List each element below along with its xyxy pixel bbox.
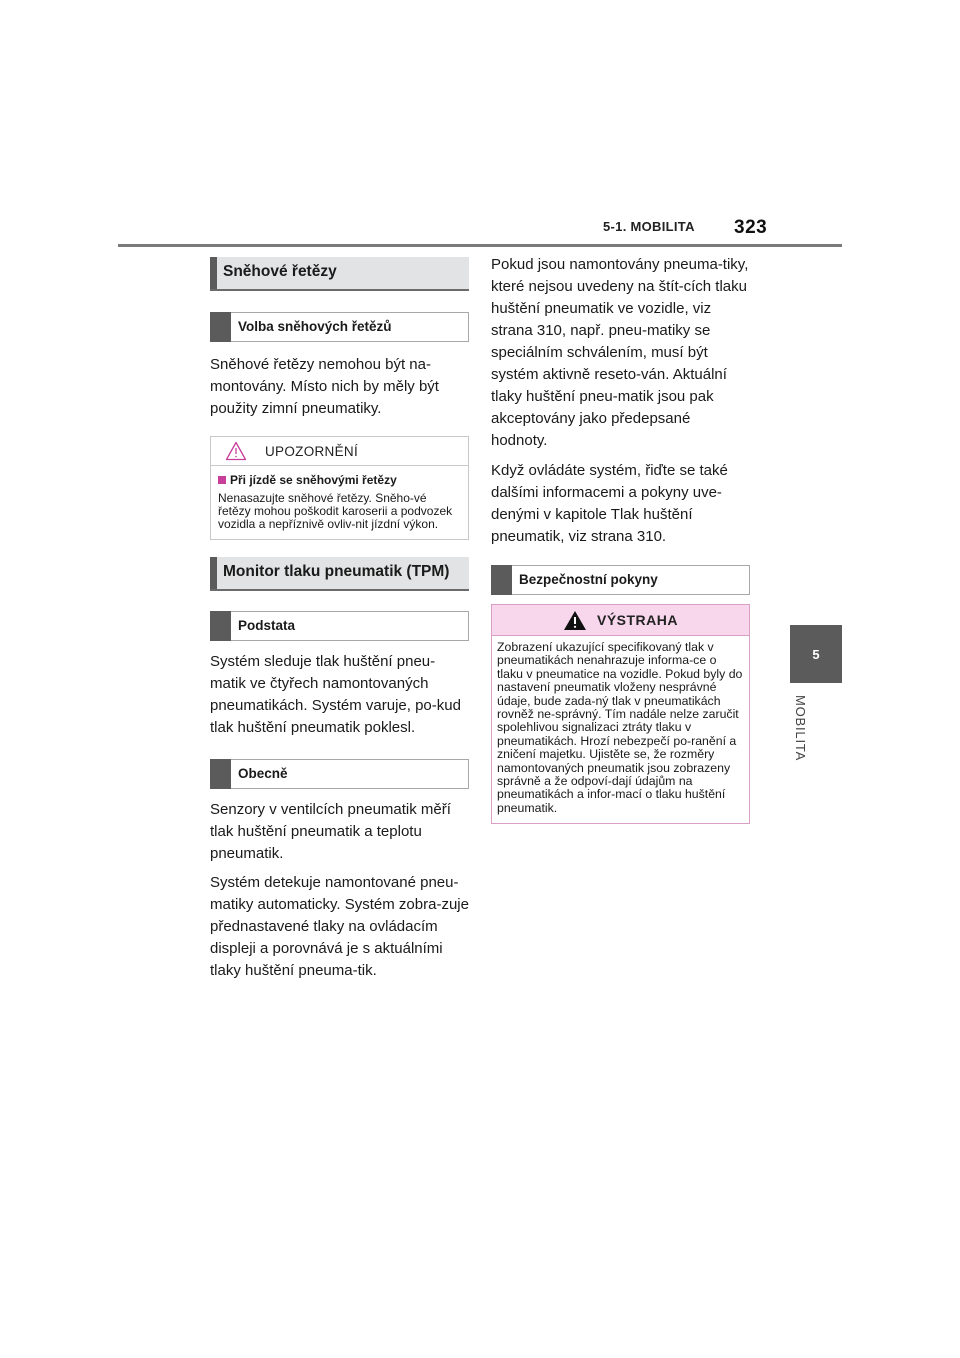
subheading-chain-choice: Volba sněhových řetězů bbox=[210, 312, 469, 342]
subheading-safety: Bezpečnostní pokyny bbox=[491, 565, 750, 595]
notice-body bbox=[211, 466, 468, 539]
notice-subtitle-text: Při jízdě se sněhovými řetězy bbox=[230, 473, 397, 487]
warning-text: Zobrazení ukazující specifikovaný tlak v pneumatikách nenahrazuje informa-ce o tlaku v pneumatice na vozidle. Pokud byly do nastavení pneumatik vloženy nesprávné údaje, bude zada-ný tlak v pneumatikách rovněž ne-správný. Tím nadále nelze zaručit spolehlivou signalizaci ztráty tlaku v pneumatikách. Hrozí nebezpečí po-ranění a zničení majetku. Ujistěte se, že rozměry namontovaných pneumatik jsou zobrazeny správně a že odpoví-dají údajům na pneumatikách a infor-mací o tlaku huštění pneumatik. bbox=[497, 640, 743, 815]
subheading-general: Obecně bbox=[210, 759, 469, 789]
notice-text: Nenasazujte sněhové řetězy. Sněho-vé řetězy mohou poškodit karoserii a podvozek vozidla a nepříznivě ovliv-nit jízdní výkon. bbox=[218, 491, 453, 531]
chapter-tab[interactable] bbox=[790, 625, 842, 683]
chapter-label: MOBILITA bbox=[793, 695, 808, 762]
paragraph-general-1: Senzory v ventilcích pneumatik měří tlak huštění pneumatik a teplotu pneumatik. bbox=[210, 801, 451, 862]
header-rule bbox=[118, 244, 842, 247]
warning-triangle-icon bbox=[563, 610, 587, 631]
chapter-number: 5 bbox=[812, 646, 820, 662]
warning-box bbox=[491, 604, 750, 824]
warning-title: VÝSTRAHA bbox=[596, 612, 678, 628]
notice-box bbox=[210, 436, 469, 540]
paragraph-general-2: Systém detekuje namontované pneu-matiky automaticky. Systém zobra-zuje přednastavené tlaky na ovládacím displeji a porovnává je s aktuálními tlaky huštění pneuma-tik. bbox=[210, 874, 469, 979]
page-number: 323 bbox=[734, 217, 768, 238]
caution-triangle-icon bbox=[225, 441, 247, 461]
left-column bbox=[210, 257, 469, 982]
notice-subtitle bbox=[218, 472, 461, 488]
paragraph-reset: Pokud jsou namontovány pneuma-tiky, které nejsou uvedeny na štít-cích tlaku huštění pneumatik ve vozidle, viz strana 310, např. pneu-matiky se speciálním schválením, musí být systém aktivně reseto-ván. Aktuální tlaky huštění pneu-matik jsou pak akceptovány jako předepsané hodnoty. bbox=[491, 256, 749, 449]
right-column bbox=[491, 254, 750, 824]
paragraph-chain-choice: Sněhové řetězy nemohou být na-montovány. Místo nich by měly být použity zimní pneumatiky. bbox=[210, 356, 439, 417]
warning-header bbox=[492, 605, 749, 636]
section-title: 5-1. MOBILITA bbox=[603, 219, 695, 234]
paragraph-instructions: Když ovládáte systém, řiďte se také dalšími informacemi a pokyny uve-denými v kapitole Tlak huštění pneumatik, viz strana 310. bbox=[491, 462, 728, 545]
heading-tpm: Monitor tlaku pneumatik (TPM) bbox=[210, 557, 469, 591]
notice-header bbox=[211, 437, 468, 466]
paragraph-essence: Systém sleduje tlak huštění pneu-matik ve čtyřech namontovaných pneumatikách. Systém varuje, po-kud tlak huštění pneumatik poklesl. bbox=[210, 653, 461, 736]
notice-title: UPOZORNĚNÍ bbox=[265, 443, 359, 459]
heading-snow-chains: Sněhové řetězy bbox=[210, 257, 469, 291]
subheading-essence: Podstata bbox=[210, 611, 469, 641]
bullet-square-icon bbox=[218, 476, 226, 484]
